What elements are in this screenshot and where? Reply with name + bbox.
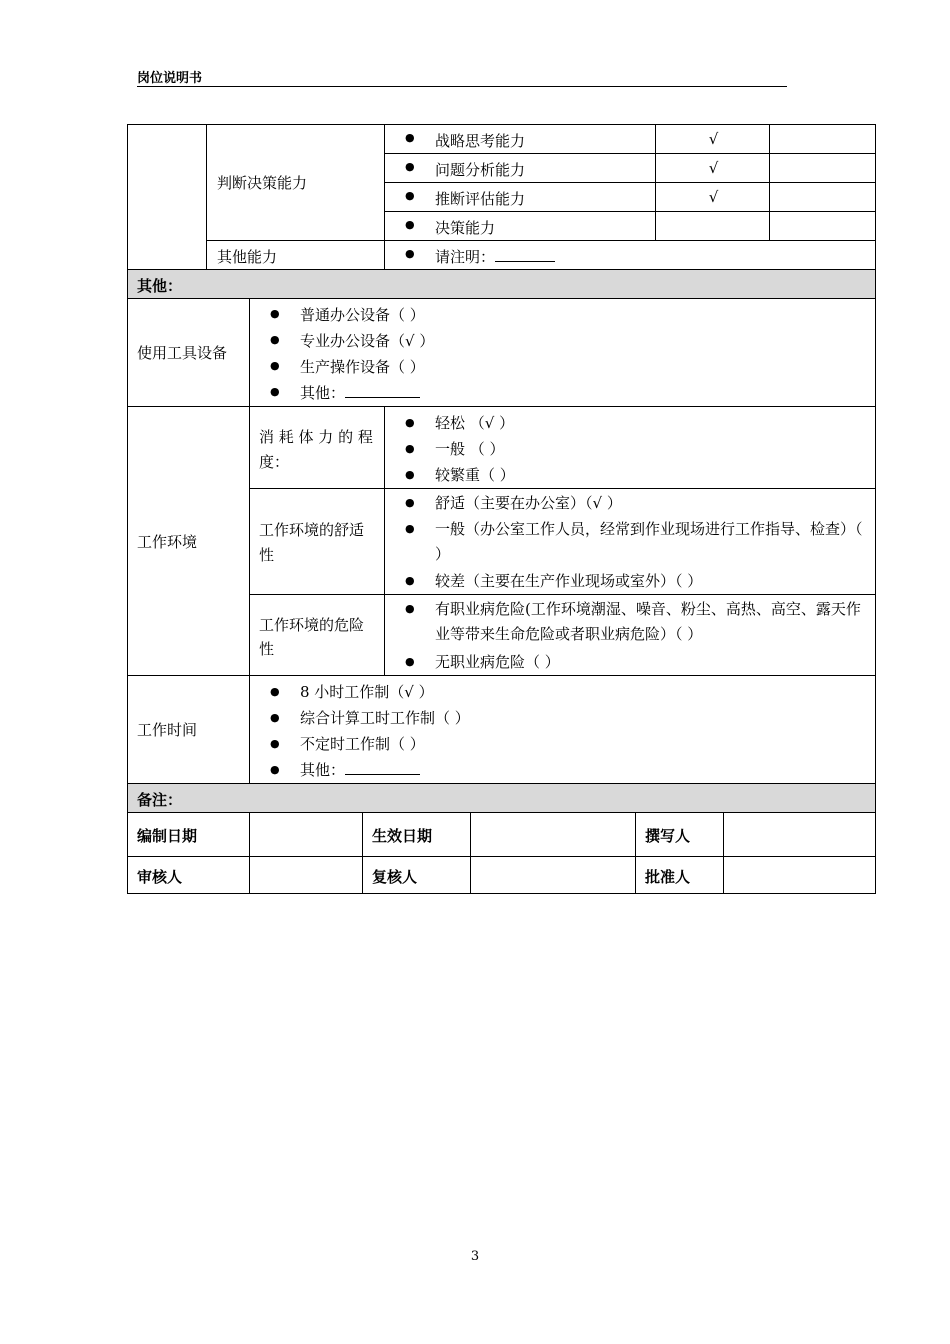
blank-line: [495, 249, 555, 262]
bullet-icon: ●: [270, 685, 280, 698]
other-section-heading: [127, 269, 876, 299]
rechecker-value-cell[interactable]: [470, 856, 636, 894]
danger-item: 无职业病危险（ ）: [435, 653, 560, 671]
bullet-icon: ●: [270, 359, 280, 372]
comfort-item: 较差（主要在生产作业现场或室外）（ ）: [435, 572, 703, 590]
bullet-icon: ●: [405, 247, 415, 260]
decision-blank-cell: [769, 153, 876, 183]
decision-left-blank-cell: [127, 124, 207, 270]
bullet-icon: ●: [405, 218, 415, 231]
other-section-heading-label: 其他：: [137, 277, 183, 295]
compile-date-label-cell: [127, 812, 250, 857]
blank-line: [345, 762, 420, 775]
decision-item-row: [384, 153, 656, 183]
work-time-label-cell: [127, 675, 250, 784]
danger-items-cell: [384, 594, 876, 676]
bullet-icon: ●: [270, 711, 280, 724]
bullet-icon: ●: [270, 333, 280, 346]
decision-blank-cell: [769, 124, 876, 154]
compile-date-value-cell[interactable]: [249, 812, 363, 857]
other-ability-label: 其他能力: [217, 248, 278, 266]
comfort-label-line1: 工作环境的舒适: [259, 521, 365, 539]
decision-category-cell: [206, 124, 385, 241]
comfort-item: 一般（办公室工作人员，经常到作业现场进行工作指导、检查）（ ）: [435, 520, 863, 563]
decision-item-row: [384, 182, 656, 212]
bullet-icon: ●: [405, 416, 415, 429]
effective-date-value-cell[interactable]: [470, 812, 636, 857]
effective-date-label-cell: [362, 812, 471, 857]
comfort-items-cell: [384, 488, 876, 595]
physical-item: 一般 （ ）: [435, 440, 505, 458]
tools-item: 普通办公设备（ ）: [300, 306, 425, 324]
physical-item: 轻松 （√ ）: [435, 414, 515, 432]
reviewer-value-cell[interactable]: [249, 856, 363, 894]
work-time-item: 综合计算工时工作制（ ）: [300, 709, 470, 727]
approver-label: 批准人: [645, 868, 691, 886]
tools-label-cell: [127, 298, 250, 407]
bullet-icon: ●: [405, 160, 415, 173]
tools-items-cell: [249, 298, 876, 407]
other-ability-note: [435, 246, 555, 267]
decision-item-label: 问题分析能力: [435, 161, 526, 179]
bullet-icon: ●: [405, 189, 415, 202]
danger-label-line2: 性: [259, 640, 275, 658]
decision-category-label: 判断决策能力: [217, 174, 308, 192]
physical-items-cell: [384, 406, 876, 489]
bullet-icon: ●: [405, 468, 415, 481]
work-time-item: 不定时工作制（ ）: [300, 735, 425, 753]
physical-label-line2: 度：: [259, 453, 290, 471]
decision-item-label: 推断评估能力: [435, 190, 526, 208]
work-time-label: 工作时间: [137, 721, 198, 739]
rechecker-label-cell: [362, 856, 471, 894]
bullet-icon: ●: [270, 737, 280, 750]
please-specify-label: 请注明：: [435, 248, 496, 266]
check-mark: √: [708, 130, 719, 148]
physical-item: 较繁重（ ）: [435, 466, 515, 484]
comfort-item: 舒适（主要在办公室）（√ ）: [435, 494, 622, 512]
comfort-label-cell: [249, 488, 385, 595]
decision-check-cell: [655, 211, 770, 241]
compile-date-label: 编制日期: [137, 827, 198, 845]
danger-label-line1: 工作环境的危险: [259, 616, 365, 634]
bullet-icon: ●: [270, 763, 280, 776]
reviewer-label: 审核人: [137, 868, 183, 886]
work-time-other-label: 其他：: [300, 761, 346, 779]
decision-check-cell: [655, 182, 770, 212]
bullet-icon: ●: [405, 655, 415, 668]
check-mark: √: [708, 159, 719, 177]
tools-label: 使用工具设备: [137, 344, 228, 362]
reviewer-label-cell: [127, 856, 250, 894]
effective-date-label: 生效日期: [372, 827, 433, 845]
decision-blank-cell: [769, 211, 876, 241]
bullet-icon: ●: [405, 131, 415, 144]
danger-label-cell: [249, 594, 385, 676]
tools-item: 专业办公设备（√ ）: [300, 332, 435, 350]
writer-label: 撰写人: [645, 827, 691, 845]
decision-check-cell: [655, 153, 770, 183]
approver-value-cell[interactable]: [723, 856, 876, 894]
decision-item-row: [384, 124, 656, 154]
physical-label-cell: [249, 406, 385, 489]
approver-label-cell: [635, 856, 724, 894]
header-rule: [137, 86, 787, 87]
bullet-icon: ●: [405, 522, 415, 535]
writer-label-cell: [635, 812, 724, 857]
comfort-label-line2: 性: [259, 546, 275, 564]
environment-label-cell: [127, 406, 250, 676]
decision-check-cell: [655, 124, 770, 154]
writer-value-cell[interactable]: [723, 812, 876, 857]
decision-blank-cell: [769, 182, 876, 212]
page-number: 3: [470, 1249, 480, 1264]
bullet-icon: ●: [270, 307, 280, 320]
remarks-heading-label: 备注：: [137, 791, 183, 809]
bullet-icon: ●: [405, 574, 415, 587]
bullet-icon: ●: [405, 602, 415, 615]
check-mark: √: [708, 188, 719, 206]
work-time-item-other: [300, 759, 420, 780]
decision-item-label: 战略思考能力: [435, 132, 526, 150]
bullet-icon: ●: [405, 442, 415, 455]
tools-other-label: 其他：: [300, 384, 346, 402]
blank-line: [345, 385, 420, 398]
tools-item-other: [300, 382, 420, 403]
work-time-item: 8 小时工作制（√ ）: [300, 683, 434, 701]
tools-item: 生产操作设备（ ）: [300, 358, 425, 376]
remarks-heading: [127, 783, 876, 813]
decision-item-label: 决策能力: [435, 219, 496, 237]
danger-item: 有职业病危险(工作环境潮湿、噪音、粉尘、高热、高空、露天作业等带来生命危险或者职业病危险）（ ）: [435, 600, 861, 643]
physical-label-line1: 消 耗 体 力 的 程: [259, 428, 373, 446]
environment-label: 工作环境: [137, 533, 198, 551]
rechecker-label: 复核人: [372, 868, 418, 886]
bullet-icon: ●: [270, 385, 280, 398]
other-ability-cell: [384, 240, 876, 270]
decision-other-label-cell: [206, 240, 385, 270]
work-time-items-cell: [249, 675, 876, 784]
document-header-title: 岗位说明书: [137, 71, 203, 86]
decision-item-row: [384, 211, 656, 241]
bullet-icon: ●: [405, 496, 415, 509]
